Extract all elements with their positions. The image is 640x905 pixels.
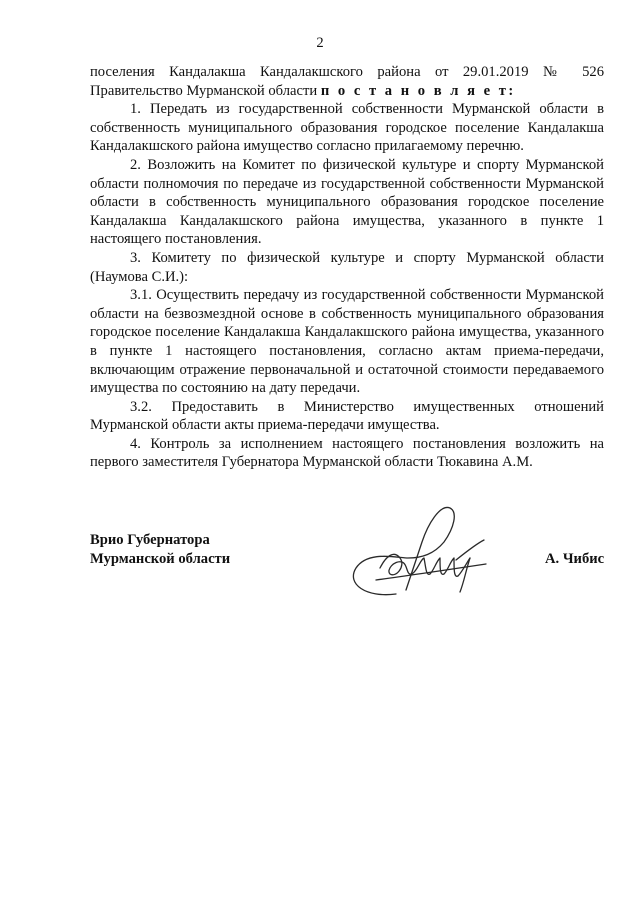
signatory-position-line-2: Мурманской области [90,551,231,567]
intro-text: поселения Кандалакша Кандалакшского района от 29.01.2019 № 526 Правительство Мурманской области [90,64,604,99]
clause-3-2: 3.2. Предоставить в Министерство имущественных отношений Мурманской области акты приема-передачи имущества. [90,398,604,434]
clause-1: 1. Передать из государственной собственности Мурманской области в собственность муниципального образования городское поселение Кандалакша Кандалакшского района имущество согласно прилагаемому перечню. [90,101,604,155]
handwritten-signature [336,498,506,608]
clause-3-1: 3.1. Осуществить передачу из государственной собственности Мурманской области на безвозмездной основе в собственность муниципального образования городское поселение Кандалакша Кандалакшского района имущества, указанного в пункте 1 настоящего постановления, согласно актам приема-передачи, включающим отражение первоначальной и остаточной стоимости передаваемого имущества по состоянию на дату передачи. [90,287,604,397]
decree-keyword: п о с т а н о в л я е т: [320,82,516,99]
signatory-name: А. Чибис [545,551,605,567]
intro-paragraph [90,63,604,100]
clause-2: 2. Возложить на Комитет по физической культуре и спорту Мурманской области полномочия по передаче из государственной собственности Мурманской области в собственность муниципального образования городское поселение Кандалакша Кандалакшского района имущества, указанного в пункте 1 настоящего постановления. [90,156,604,248]
page-number: 2 [316,35,324,51]
clause-3: 3. Комитету по физической культуре и спорту Мурманской области (Наумова С.И.): [90,249,604,285]
signatory-position [90,531,230,569]
clause-4: 4. Контроль за исполнением настоящего постановления возложить на первого заместителя Губернатора Мурманской области Тюкавина А.М. [90,435,604,471]
signatory-position-line-1: Врио Губернатора [90,532,210,548]
document-body [90,63,604,472]
